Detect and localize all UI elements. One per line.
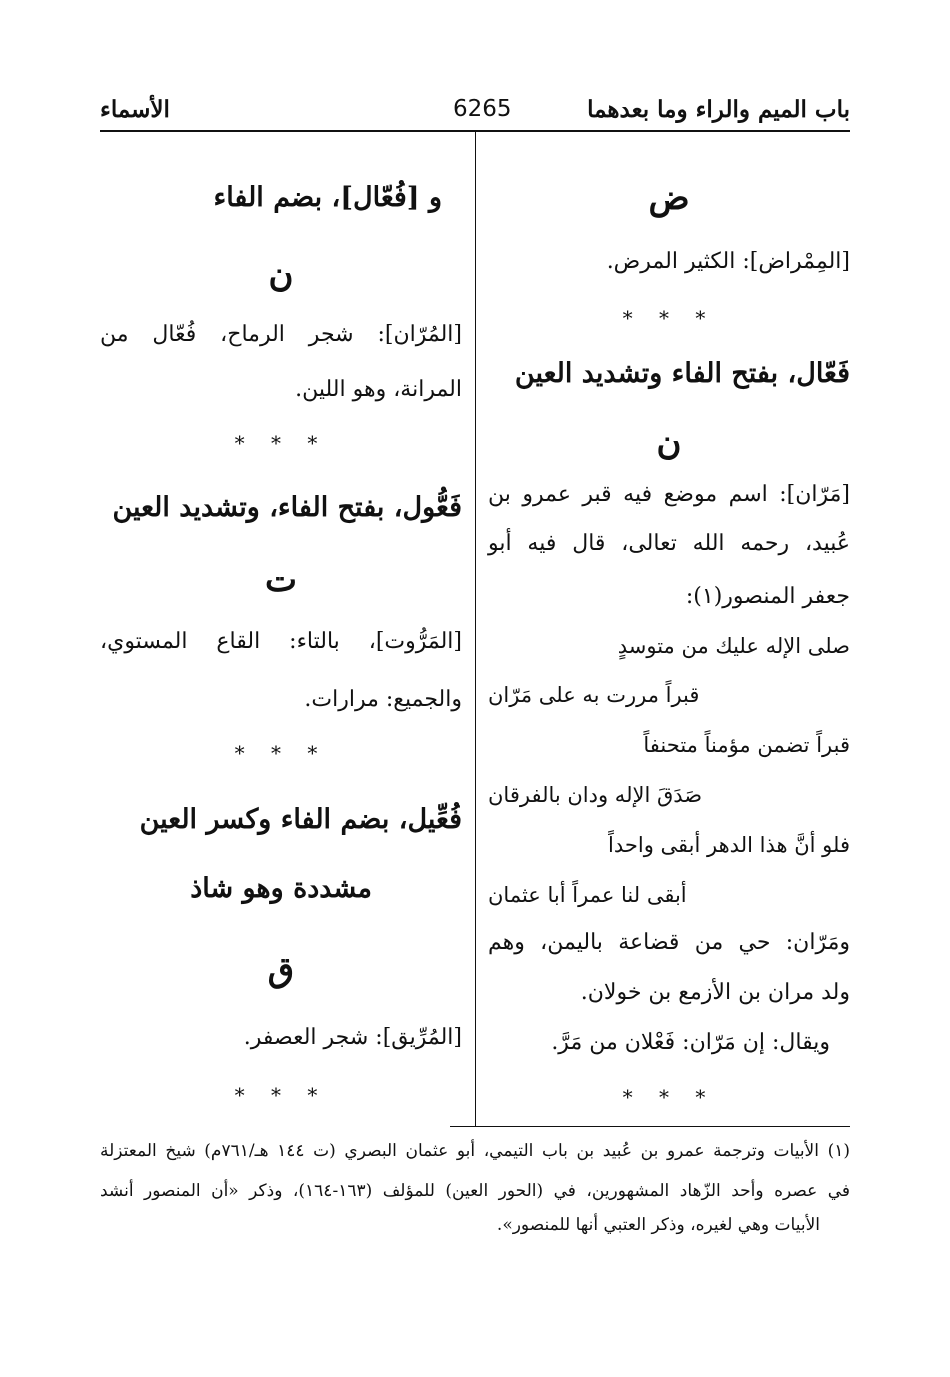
entry-murran-line: [المُرّان]: شجر الرماح، فُعّال من xyxy=(100,322,462,347)
section-separator: * * * xyxy=(234,1083,328,1107)
entry-marran-line: جعفر المنصور(١): xyxy=(685,584,850,609)
entry-mimrad: [المِمْراض]: الكثير المرض. xyxy=(606,249,850,274)
verse-line: صَدَقَ الإله ودان بالفرقان xyxy=(488,783,703,807)
footnote-line: في عصره وأحد الزّهاد المشهورين، في (الحور العين) للمؤلف (١٦٣-١٦٤)، وذكر «أن المنصور أنشد xyxy=(100,1181,851,1201)
entry-yuqal: ويقال: إن مَرّان: فَعْلان من مَرَّ. xyxy=(551,1030,830,1055)
footnote-line: الأبيات وهي لغيره، وذكر العتبي أنها للمنصور». xyxy=(496,1215,820,1235)
section-separator: * * * xyxy=(622,306,716,330)
entry-murran-line: المرانة، وهو اللين. xyxy=(295,377,462,402)
section-heading: فَعّال، بفتح الفاء وتشديد العين xyxy=(514,358,850,389)
section-heading: مشددة وهو شاذ xyxy=(190,873,372,904)
verse-line: قبراً مررت به على مَرّان xyxy=(488,683,700,707)
verse-line: أبقى لنا عمراً أبا عثمان xyxy=(488,883,687,907)
column-divider xyxy=(475,131,476,1126)
entry-marroot-line: [المَرُّوت]، بالتاء: القاع المستوي، xyxy=(100,629,462,654)
letter-heading: ن xyxy=(268,255,294,295)
letter-heading: ن xyxy=(656,423,682,463)
entry-murriq: [المُرِّيق]: شجر العصفر. xyxy=(243,1025,462,1050)
section-heading: فُعِّيل، بضم الفاء وكسر العين xyxy=(139,804,462,835)
running-header-section: الأسماء xyxy=(100,96,170,123)
verse-line: فلو أنَّ هذا الدهر أبقى واحداً xyxy=(608,833,850,857)
section-heading: فَعُّول، بفتح الفاء، وتشديد العين xyxy=(112,492,462,523)
running-header-chapter: باب الميم والراء وما بعدهما xyxy=(587,96,850,123)
letter-heading: ض xyxy=(648,178,690,218)
section-separator: * * * xyxy=(622,1085,716,1109)
entry-marroot-line: والجميع: مرارات. xyxy=(304,687,462,712)
section-separator: * * * xyxy=(234,741,328,765)
section-separator: * * * xyxy=(234,431,328,455)
entry-marran-line: [مَرّان]: اسم موضع فيه قبر عمرو بن xyxy=(488,482,850,507)
entry-marran2-line: ولد مران بن الأزمع بن خولان. xyxy=(580,980,850,1005)
footnote-rule xyxy=(450,1126,850,1127)
footnote-line: (١) الأبيات وترجمة عمرو بن عُبيد بن باب التيمي، أبو عثمان البصري (ت ١٤٤ هـ/٧٦١م) شيخ المعتزلة xyxy=(100,1141,850,1161)
verse-line: صلى الإله عليك من متوسدٍ xyxy=(617,634,850,658)
letter-heading: ق xyxy=(267,950,295,990)
page-number: 6265 xyxy=(453,96,512,122)
section-heading: و [فُعّال]، بضم الفاء xyxy=(213,182,442,213)
verse-line: قبراً تضمن مؤمناً متحنفاً xyxy=(643,733,850,757)
entry-marran2-line: ومَرّان: حي من قضاعة باليمن، وهم xyxy=(488,930,850,955)
letter-heading: ت xyxy=(264,560,297,600)
entry-marran-line: عُبيد، رحمه الله تعالى، قال فيه أبو xyxy=(488,531,850,556)
